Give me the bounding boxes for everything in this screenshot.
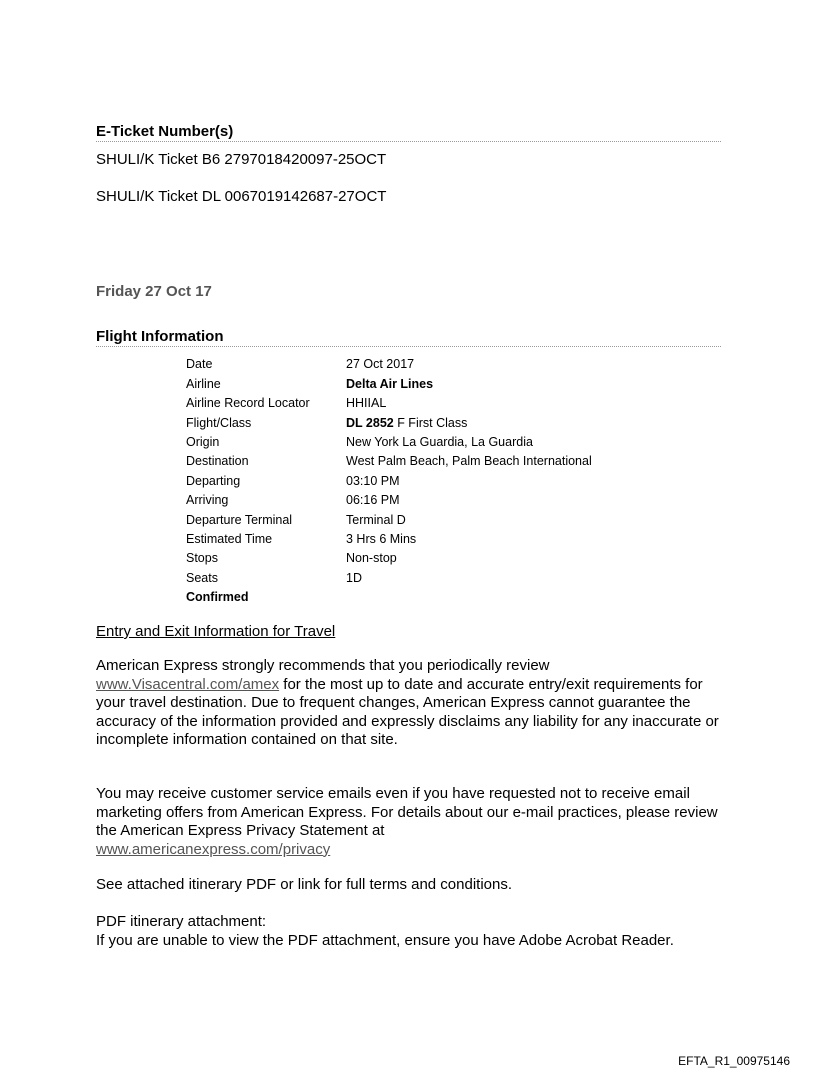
privacy-link[interactable]: www.americanexpress.com/privacy [96, 840, 331, 858]
detail-row-class [186, 413, 592, 432]
arriving-value: 06:16 PM [346, 493, 400, 508]
detail-row-origin [186, 433, 592, 452]
detail-row-date [186, 355, 592, 374]
privacy-paragraph [96, 785, 736, 859]
flight-info-header: Flight Information [96, 328, 721, 347]
document-id: EFTA_R1_00975146 [678, 1054, 790, 1068]
status-confirmed: Confirmed [186, 590, 249, 605]
detail-row-terminal [186, 510, 592, 529]
flight-details-table [186, 355, 592, 607]
airline-value: Delta Air Lines [346, 376, 434, 391]
terminal-value: Terminal D [346, 512, 406, 527]
pdf-line-1: PDF itinerary attachment: [96, 913, 267, 930]
seats-value: 1D [346, 570, 362, 585]
detail-row-locator [186, 394, 592, 413]
destination-value: West Palm Beach, Palm Beach International [346, 454, 592, 469]
destination-label: Destination [186, 454, 249, 469]
privacy-text: You may receive customer service emails even if you have requested not to receive email marketing offers from American Express. For details about our e-mail practices, please review the American Express Privacy Statement at [96, 785, 718, 839]
class-value: F First Class [397, 415, 468, 430]
ticket-line-b6: SHULI/K Ticket B6 2797018420097-25OCT [96, 151, 387, 168]
locator-label: Airline Record Locator [186, 396, 310, 411]
entry-text-before: American Express strongly recommends that you periodically review [96, 657, 550, 674]
entry-exit-paragraph [96, 657, 736, 750]
detail-row-duration [186, 530, 592, 549]
detail-row-stops [186, 549, 592, 568]
detail-row-seats [186, 568, 592, 587]
terminal-label: Departure Terminal [186, 512, 293, 527]
detail-row-arriving [186, 491, 592, 510]
date-value: 27 Oct 2017 [346, 357, 415, 372]
terms-text: See attached itinerary PDF or link for full terms and conditions. [96, 876, 513, 893]
origin-label: Origin [186, 435, 220, 449]
detail-row-destination [186, 452, 592, 471]
arriving-label: Arriving [186, 493, 229, 508]
departing-label: Departing [186, 473, 241, 488]
detail-row-status [186, 588, 592, 607]
detail-row-departing [186, 471, 592, 490]
duration-value: 3 Hrs 6 Mins [346, 531, 417, 546]
origin-value: New York La Guardia, La Guardia [346, 435, 533, 449]
date-label: Date [186, 357, 213, 372]
eticket-header: E-Ticket Number(s) [96, 123, 721, 142]
departing-value: 03:10 PM [346, 473, 400, 488]
trip-date-heading: Friday 27 Oct 17 [96, 283, 212, 300]
locator-value: HHIIAL [346, 396, 387, 411]
pdf-attachment-info [96, 913, 736, 950]
visacentral-link[interactable]: www.Visacentral.com/amex [96, 675, 280, 693]
entry-text-after: for the most up to date and accurate entry/exit requirements for your travel destination. Due to frequent changes, American Express cannot guarantee the accuracy of the information provided and expressly disclaims any liability for any inaccurate or incomplete information contained on that site. [96, 675, 719, 748]
seats-label: Seats [186, 570, 218, 585]
stops-value: Non-stop [346, 551, 397, 566]
stops-label: Stops [186, 551, 218, 566]
class-cell [346, 413, 592, 432]
pdf-line-2: If you are unable to view the PDF attachment, ensure you have Adobe Acrobat Reader. [96, 931, 674, 949]
class-label: Flight/Class [186, 415, 252, 430]
duration-label: Estimated Time [186, 531, 273, 546]
detail-row-airline [186, 374, 592, 393]
ticket-line-dl: SHULI/K Ticket DL 0067019142687-27OCT [96, 188, 387, 205]
entry-exit-title: Entry and Exit Information for Travel [96, 623, 336, 640]
airline-label: Airline [186, 376, 221, 391]
flight-number: DL 2852 [346, 415, 394, 430]
